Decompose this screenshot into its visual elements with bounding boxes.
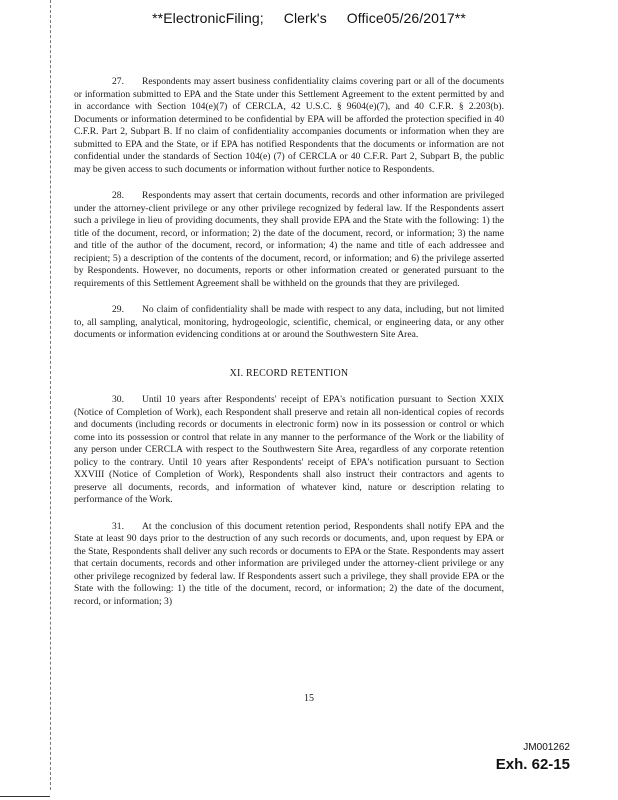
paragraph-text: At the conclusion of this document retention period, Respondents shall notify EPA and the State at least 90 days prior to the destruction of any such records or documents, and, upon request by EPA or the State, Respondents shall deliver any such records or documents to EPA or the State. Respondents may assert that certain documents, records and other information are privileged under the attorney-client privilege or any other privilege recognized by federal law. If Respondents assert such a privilege, they shall provide EPA or the State with the following: 1) the title of the document, record, or information; 2) the date of the document, record, or information; 3) — [74, 520, 504, 607]
paragraph-number: 28. — [112, 190, 124, 201]
electronic-filing-header — [0, 10, 618, 26]
paragraph-28 — [74, 190, 504, 290]
section-heading-record-retention: XI. RECORD RETENTION — [229, 367, 349, 379]
page-number: 15 — [304, 693, 314, 704]
paragraph-number: 30. — [112, 394, 124, 405]
left-margin-tick — [0, 796, 50, 797]
filing-stamp: **ElectronicFiling; — [152, 10, 264, 26]
paragraph-29 — [74, 304, 504, 342]
left-margin-dashed-line — [50, 0, 51, 790]
paragraph-30 — [74, 394, 504, 507]
bates-number: JM001262 — [523, 742, 570, 753]
document-body — [74, 76, 504, 622]
paragraph-text: Respondents may assert business confidentiality claims covering part or all of the documents or information submitted to EPA and the State under this Settlement Agreement to the extent permitted by and in accordance with Section 104(e)(7) of CERCLA, 42 U.S.C. § 9604(e)(7), and 40 C.F.R. § 2.203(b). Documents or information determined to be confidential by EPA will be afforded the protection specified in 40 C.F.R. Part 2, Subpart B. If no claim of confidentiality accompanies documents or information when they are submitted to EPA and the State, or if EPA has notified Respondents that the documents or information are not confidential under the standards of Section 104(e) (7) of CERCLA or 40 C.F.R. Part 2, Subpart B, the public may be given access to such documents or information without further notice to Respondents. — [74, 76, 504, 175]
paragraph-text: No claim of confidentiality shall be made with respect to any data, including, but not limited to, all sampling, analytical, monitoring, hydrogeologic, scientific, chemical, or engineering data, or any other documents or information evidencing conditions at or around the Southwestern Site Area. — [74, 304, 504, 340]
paragraph-31 — [74, 521, 504, 609]
paragraph-number: 31. — [112, 520, 124, 532]
paragraph-27 — [74, 76, 504, 176]
paragraph-number: 29. — [112, 304, 124, 315]
office-date-stamp: Office05/26/2017** — [346, 10, 466, 26]
paragraph-text: Respondents may assert that certain documents, records and other information are privileged under the attorney-client privilege or any other privilege recognized by federal law. If the Respondents assert such a privilege in lieu of providing documents, they shall provide EPA and the State with the following: 1) the title of the document, record, or information; 2) the date of the document, record, or information; 3) the name and title of the author of the document, record, or information; 4) the name and title of each addressee and recipient; 5) a description of the contents of the document, record, or information; and 6) the privilege asserted by Respondents. However, no documents, reports or other information created or generated pursuant to the requirements of this Settlement Agreement shall be withheld on the grounds that they are privileged. — [74, 190, 504, 289]
exhibit-label: Exh. 62-15 — [495, 756, 570, 773]
paragraph-number: 27. — [112, 76, 124, 87]
clerk-stamp: Clerk's — [283, 10, 327, 26]
paragraph-text: Until 10 years after Respondents' receipt of EPA's notification pursuant to Section XXIX (Notice of Completion of Work), each Respondent shall preserve and retain all non-identical copies of records and documents (including records or documents in electronic form) now in its possession or control or which come into its possession or control that relate in any manner to the performance of the Work or the liability of any person under CERCLA with respect to the Southwestern Site Area, regardless of any corporate retention policy to the contrary. Until 10 years after Respondents' receipt of EPA's notification pursuant to Section XXVIII (Notice of Completion of Work), Respondents shall also instruct their contractors and agents to preserve all documents, records, and information of whatever kind, nature or description relating to performance of the Work. — [74, 394, 504, 505]
